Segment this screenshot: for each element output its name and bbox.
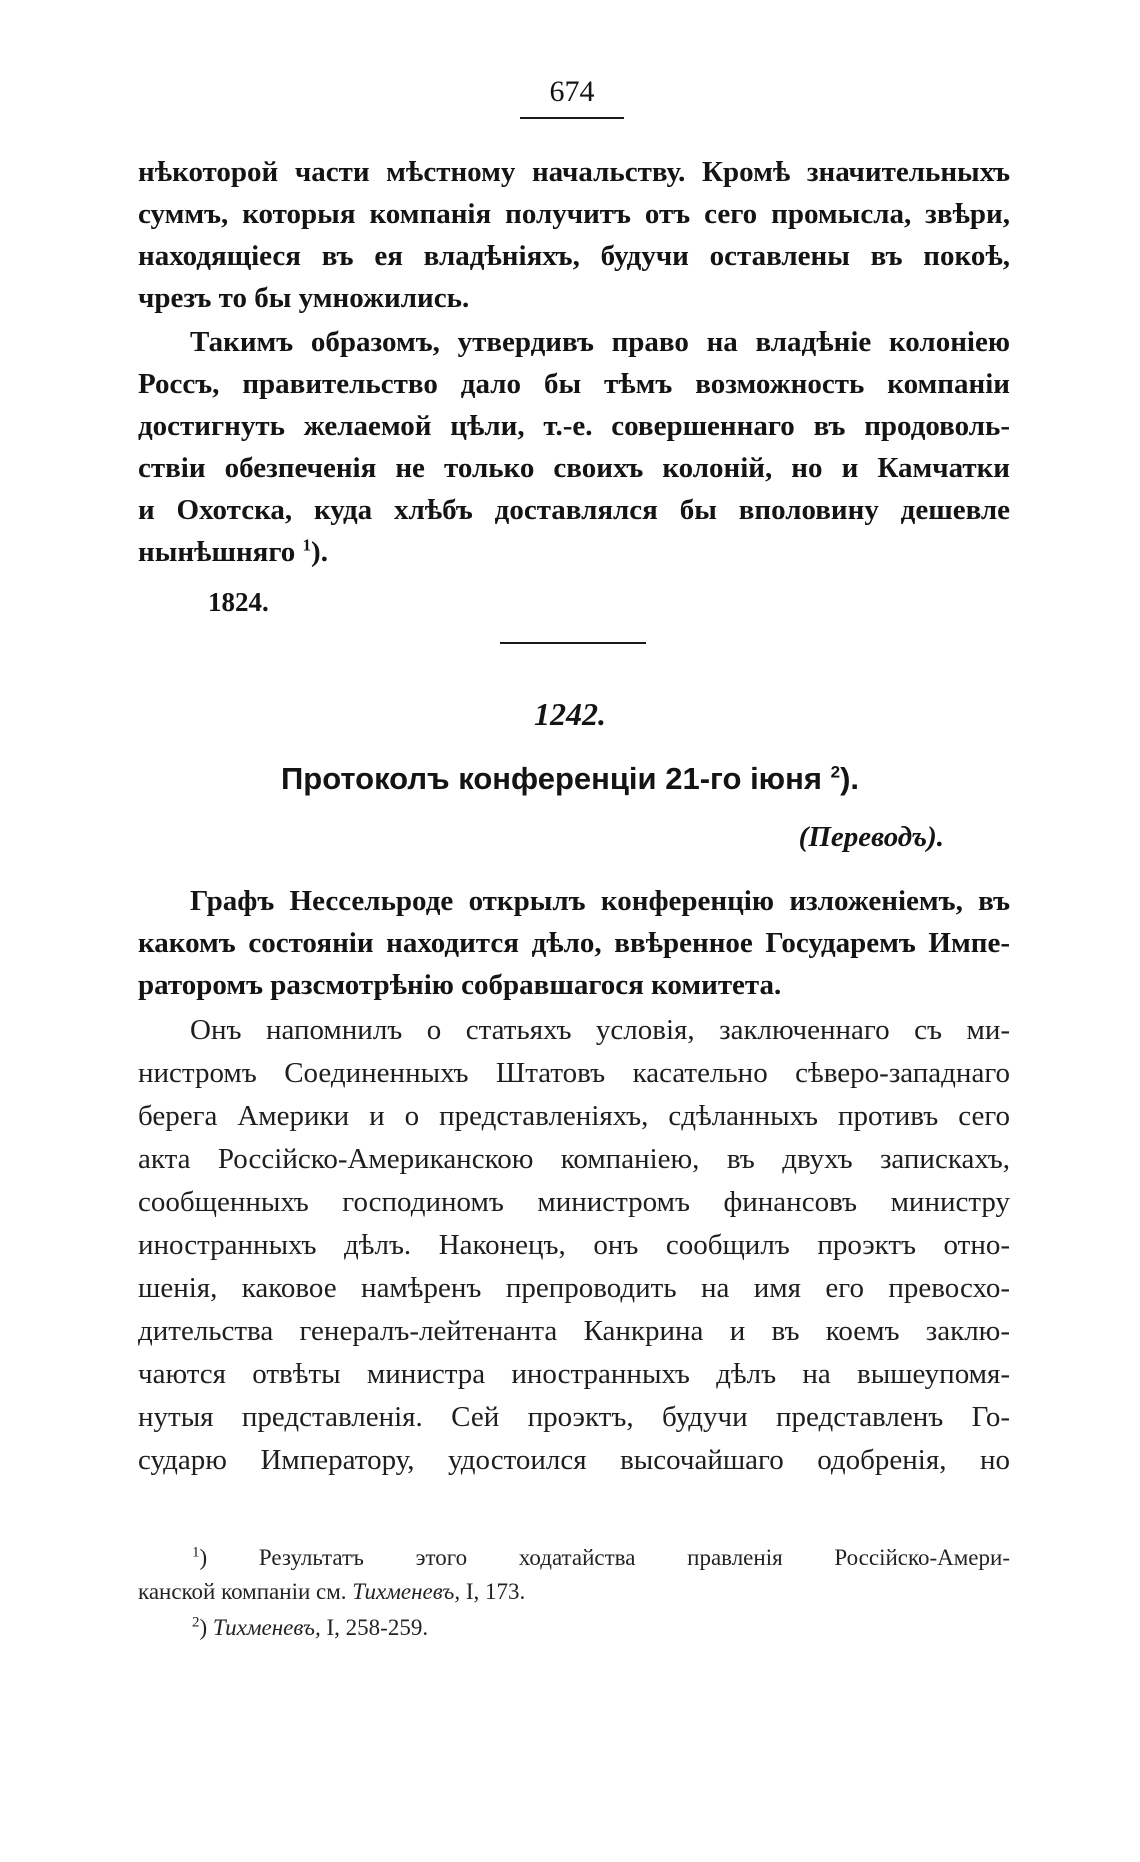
paragraph4-line: берега Америки и о представленіяхъ, сдѣланныхъ противъ сего <box>138 1100 1010 1132</box>
paragraph2-line: ствіи обезпеченія не только своихъ колоній, но и Камчатки <box>138 452 1010 484</box>
paragraph3-line: какомъ состояніи находится дѣло, ввѣренное Государемъ Импе- <box>138 927 1010 959</box>
footnote-2-ref: I, 258-259. <box>326 1615 429 1640</box>
footnote-ref-1: 1 <box>302 535 312 555</box>
paragraph2-line: нынѣшняго <box>138 536 296 568</box>
paragraph2-line: Россъ, правительство дало бы тѣмъ возможность компаніи <box>138 368 1010 400</box>
footnote-1-text: Результатъ этого ходатайства правленія Россійско-Амери- <box>258 1545 1010 1570</box>
paragraph4-line: дительства генералъ-лейтенанта Канкрина и въ коемъ заклю- <box>138 1315 1010 1347</box>
paragraph4-line: шенія, каковое намѣренъ препроводить на имя его превосхо- <box>138 1272 1010 1304</box>
translation-note: (Переводъ). <box>798 821 944 853</box>
footnote-2-author: Тихменевъ, <box>212 1615 321 1640</box>
footnote-2: $^2$) Тихменевъ, I, 258-259. <box>192 1614 429 1640</box>
paragraph1-line: суммъ, которыя компанія получитъ отъ сего промысла, звѣри, <box>138 198 1010 230</box>
footnote-2-mark: 2 <box>192 1614 200 1631</box>
footnote-1-continuation <box>138 1576 525 1608</box>
year: 1824. <box>208 587 269 617</box>
paragraph2-end: ). <box>311 536 328 568</box>
footnote-1-ref: I, 173. <box>465 1579 526 1604</box>
footnote-1-cont-text: канской компаніи см. <box>138 1579 347 1604</box>
paragraph4-line: нистромъ Соединенныхъ Штатовъ касательно сѣверо-западнаго <box>138 1057 1010 1089</box>
paragraph1-line: находящіеся въ ея владѣніяхъ, будучи оставлены въ покоѣ, <box>138 240 1010 272</box>
footnote-1-author: Тихменевъ, <box>352 1579 461 1604</box>
paragraph4-line: Онъ напомнилъ о статьяхъ условія, заключеннаго съ ми- <box>190 1014 1010 1046</box>
paragraph2-line: Такимъ образомъ, утвердивъ право на владѣніе колоніею <box>190 326 1010 358</box>
paragraph2-line: достигнуть желаемой цѣли, т.-е. совершеннаго въ продоволь- <box>138 410 1010 442</box>
paragraph4-line: чаются отвѣты министра иностранныхъ дѣлъ на вышеупомя- <box>138 1358 1010 1390</box>
paragraph2-line: и Охотска, куда хлѣбъ доставлялся бы вполовину дешевле <box>138 494 1010 526</box>
document-title-end: ). <box>840 761 860 796</box>
paragraph4-line: сообщенныхъ господиномъ министромъ финансовъ министру <box>138 1186 1010 1218</box>
footnote-1: $^1$) Результатъ этого ходатайства правленія Россійско-Амери- <box>192 1544 1010 1570</box>
paragraph3-line: раторомъ разсмотрѣнію собравшагося комитета. <box>138 969 782 1001</box>
page-number-rule <box>520 117 624 119</box>
paragraph3-line: Графъ Нессельроде открылъ конференцію изложеніемъ, въ <box>190 885 1010 917</box>
paragraph4-line: нутыя представленія. Сей проэктъ, будучи представленъ Го- <box>138 1401 1010 1433</box>
document-title <box>0 758 1140 800</box>
section-separator <box>500 642 646 644</box>
paragraph4-line: сударю Императору, удостоился высочайшаго одобренія, но <box>138 1444 1010 1476</box>
footnote-ref-2: 2 <box>830 762 841 782</box>
document-number: 1242. <box>534 696 606 732</box>
footnote-1-mark: 1 <box>192 1544 200 1561</box>
document-title-text: Протоколъ конференціи 21-го іюня <box>280 761 822 796</box>
page-number: 674 <box>549 75 595 108</box>
paragraph2-last-line <box>138 532 1010 572</box>
paragraph4-line: акта Россійско-Американскою компаніею, въ двухъ запискахъ, <box>138 1143 1010 1175</box>
paragraph1-line: нѣкоторой части мѣстному начальству. Кромѣ значительныхъ <box>138 156 1010 188</box>
paragraph4-line: иностранныхъ дѣлъ. Наконецъ, онъ сообщилъ проэктъ отно- <box>138 1229 1010 1261</box>
paragraph1-line: чрезъ то бы умножились. <box>138 282 470 314</box>
